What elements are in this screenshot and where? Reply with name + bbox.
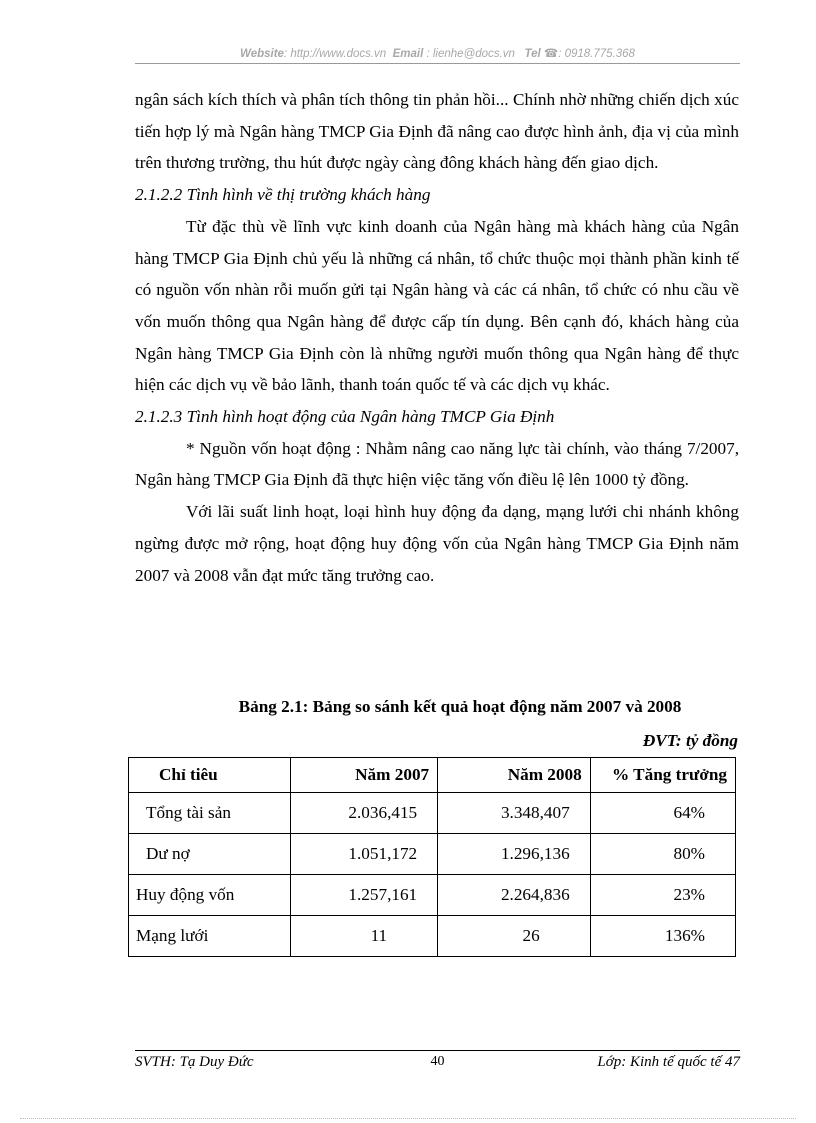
page-header (135, 46, 740, 64)
page-footer (135, 1054, 740, 1078)
paragraph-2: Từ đặc thù về lĩnh vực kinh doanh của Ngân hàng mà khách hàng của Ngân hàng TMCP Gia Định chủ yếu là những cá nhân, tổ chức thuộc mọi thành phần kinh tế có nguồn vốn nhàn rỗi muốn gửi tại Ngân hàng và các cá nhân, tổ chức có nhu cầu về vốn muốn thông qua Ngân hàng để được cấp tín dụng. Bên cạnh đó, khách hàng của Ngân hàng TMCP Gia Định còn là những người muốn thông qua Ngân hàng để thực hiện các dịch vụ về bảo lãnh, thanh toán quốc tế và các dịch vụ khác. (135, 216, 739, 395)
paragraph-3: * Nguồn vốn hoạt động : Nhằm nâng cao năng lực tài chính, vào tháng 7/2007, Ngân hàng TMCP Gia Định đã thực hiện việc tăng vốn điều lệ lên 1000 tỷ đồng. (135, 438, 739, 490)
tel-value: : 0918.775.368 (558, 48, 635, 60)
header-cell-growth: % Tăng trưởng (590, 758, 735, 793)
table-unit: ĐVT: tỷ đồng (642, 731, 738, 750)
paragraph-1: ngân sách kích thích và phân tích thông tin phản hồi... Chính nhờ những chiến dịch xúc tiến hợp lý mà Ngân hàng TMCP Gia Định đã nâng cao được hình ảnh, địa vị của mình trên thương trường, thu hút được ngày càng đông khách hàng đến giao dịch. (135, 90, 739, 173)
row-value-2008: 26 (438, 916, 591, 957)
footer-class: Lớp: Kinh tế quốc tế 47 (597, 1054, 740, 1070)
section-heading-2-1-2-2: 2.1.2.2 Tình hình về thị trường khách hàng (135, 185, 431, 205)
row-growth: 136% (590, 916, 735, 957)
page-number: 40 (430, 1054, 445, 1069)
tel-label: Tel (524, 48, 541, 60)
header-cell-2008: Năm 2008 (438, 758, 591, 793)
footer-divider (135, 1050, 740, 1051)
row-value-2007: 2.036,415 (291, 793, 438, 834)
comparison-table (128, 757, 736, 957)
row-value-2008: 3.348,407 (438, 793, 591, 834)
table-row (129, 916, 736, 957)
row-label: Mạng lưới (129, 916, 291, 957)
table-title: Bảng 2.1: Bảng so sánh kết quả hoạt động năm 2007 và 2008 (238, 697, 682, 716)
email-label: Email (392, 48, 424, 60)
row-label: Tổng tài sản (129, 793, 291, 834)
row-value-2008: 1.296,136 (438, 834, 591, 875)
row-growth: 80% (590, 834, 735, 875)
table-header-row (129, 758, 736, 793)
page-bottom-divider (20, 1118, 796, 1119)
row-label: Huy động vốn (129, 875, 291, 916)
section-heading-2-1-2-3: 2.1.2.3 Tình hình hoạt động của Ngân hàng TMCP Gia Định (135, 407, 555, 427)
paragraph-4: Với lãi suất linh hoạt, loại hình huy động đa dạng, mạng lưới chi nhánh không ngừng được mở rộng, hoạt động huy động vốn của Ngân hàng TMCP Gia Định năm 2007 và 2008 vẫn đạt mức tăng trưởng cao. (135, 502, 739, 585)
row-value-2007: 11 (291, 916, 438, 957)
row-value-2008: 2.264,836 (438, 875, 591, 916)
header-cell-2007: Năm 2007 (291, 758, 438, 793)
table-row (129, 834, 736, 875)
row-growth: 23% (590, 875, 735, 916)
website-label: Website (240, 48, 284, 60)
row-value-2007: 1.051,172 (291, 834, 438, 875)
email-value[interactable]: : lienhe@docs.vn (426, 48, 515, 60)
row-growth: 64% (590, 793, 735, 834)
row-label: Dư nợ (129, 834, 291, 875)
table-row (129, 875, 736, 916)
header-cell-indicator: Chỉ tiêu (129, 758, 291, 793)
footer-student: SVTH: Tạ Duy Đức (135, 1054, 254, 1070)
document-body (135, 84, 739, 591)
phone-icon: ☎ (543, 48, 559, 60)
website-value[interactable]: : http://www.docs.vn (283, 48, 387, 60)
table-row (129, 793, 736, 834)
row-value-2007: 1.257,161 (291, 875, 438, 916)
